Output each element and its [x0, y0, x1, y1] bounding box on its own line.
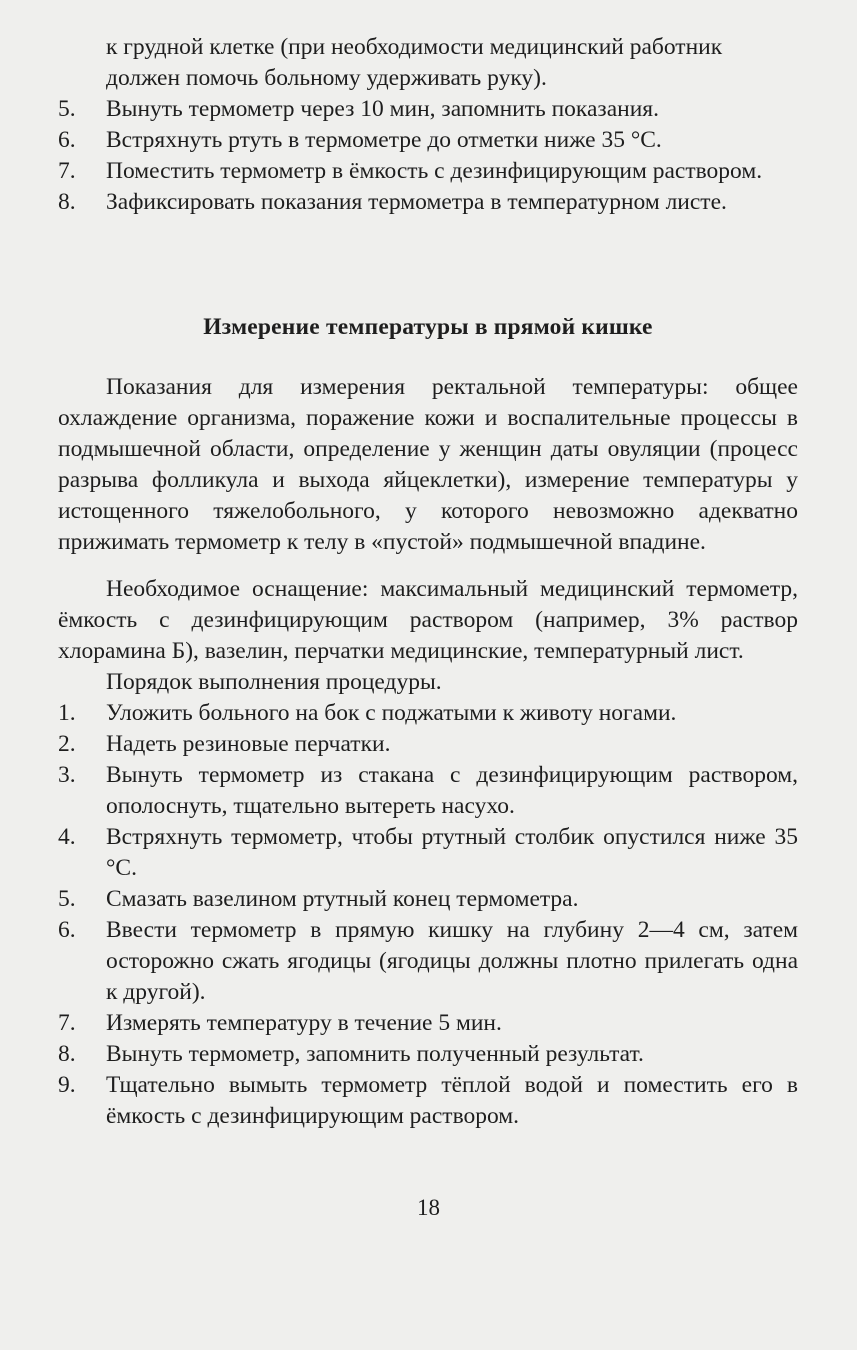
list-item-text: Встряхнуть ртуть в термометре до отметки ниже 35 °С. [106, 127, 662, 153]
top-section [58, 32, 798, 218]
step-item [58, 822, 798, 884]
step-text: Тщательно вымыть термометр тёплой водой и поместить его в ёмкость с дезинфицирующим раствором. [106, 1072, 798, 1129]
section-heading: Измерение температуры в прямой кишке [203, 314, 653, 340]
list-item-text: Поместить термометр в ёмкость с дезинфицирующим раствором. [106, 158, 763, 184]
continuation-text: к грудной клетке (при необходимости медицинский работник должен помочь больному удерживать руку). [106, 34, 723, 91]
list-item-text: Зафиксировать показания термометра в температурном листе. [106, 189, 727, 215]
list-item-number: 5. [58, 96, 76, 122]
step-item [58, 729, 798, 760]
step-text: Уложить больного на бок с поджатыми к животу ногами. [106, 700, 677, 726]
indications-paragraph: Показания для измерения ректальной температуры: общее охлаждение организма, поражение кожи и воспалительные процессы в подмышечной области, определение у женщин даты овуляции (процесс разрыва фолликула и выхода яйцеклетки), измерение температуры у истощенного тяжелобольного, у которого невозможно адекватно прижимать термометр к телу в «пустой» подмышечной впадине. [58, 374, 798, 555]
step-number: 3. [58, 762, 76, 788]
step-text: Ввести термометр в прямую кишку на глубину 2—4 см, затем осторожно сжать ягодицы (ягодицы должны плотно прилегать одна к другой). [106, 917, 798, 1005]
procedure-label: Порядок выполнения процедуры. [106, 669, 442, 695]
step-number: 7. [58, 1010, 76, 1036]
step-number: 8. [58, 1041, 76, 1067]
list-item [58, 187, 798, 218]
list-item [58, 156, 798, 187]
list-item-number: 7. [58, 158, 76, 184]
step-item [58, 915, 798, 1008]
main-section [58, 372, 798, 1132]
step-item [58, 1039, 798, 1070]
step-item [58, 884, 798, 915]
step-text: Встряхнуть термометр, чтобы ртутный столбик опустился ниже 35 °С. [106, 824, 798, 881]
list-item-text: Вынуть термометр через 10 мин, запомнить показания. [106, 96, 659, 122]
step-text: Вынуть термометр из стакана с дезинфицирующим раствором, ополоснуть, тщательно вытереть насухо. [106, 762, 798, 819]
step-text: Вынуть термометр, запомнить полученный результат. [106, 1041, 644, 1067]
step-item [58, 698, 798, 729]
step-number: 4. [58, 824, 76, 850]
list-item [58, 94, 798, 125]
equipment-paragraph: Необходимое оснащение: максимальный медицинский термометр, ёмкость с дезинфицирующим раствором (например, 3% раствор хлорамина Б), вазелин, перчатки медицинские, температурный лист. [58, 576, 798, 664]
step-number: 6. [58, 917, 76, 943]
step-text: Надеть резиновые перчатки. [106, 731, 391, 757]
step-item [58, 760, 798, 822]
step-number: 2. [58, 731, 76, 757]
step-item [58, 1008, 798, 1039]
step-number: 5. [58, 886, 76, 912]
step-text: Измерять температуру в течение 5 мин. [106, 1010, 502, 1036]
list-item [58, 125, 798, 156]
step-text: Смазать вазелином ртутный конец термометра. [106, 886, 579, 912]
page-number: 18 [417, 1195, 440, 1220]
step-number: 9. [58, 1072, 76, 1098]
step-number: 1. [58, 700, 76, 726]
step-item [58, 1070, 798, 1132]
list-item-number: 6. [58, 127, 76, 153]
list-item-number: 8. [58, 189, 76, 215]
